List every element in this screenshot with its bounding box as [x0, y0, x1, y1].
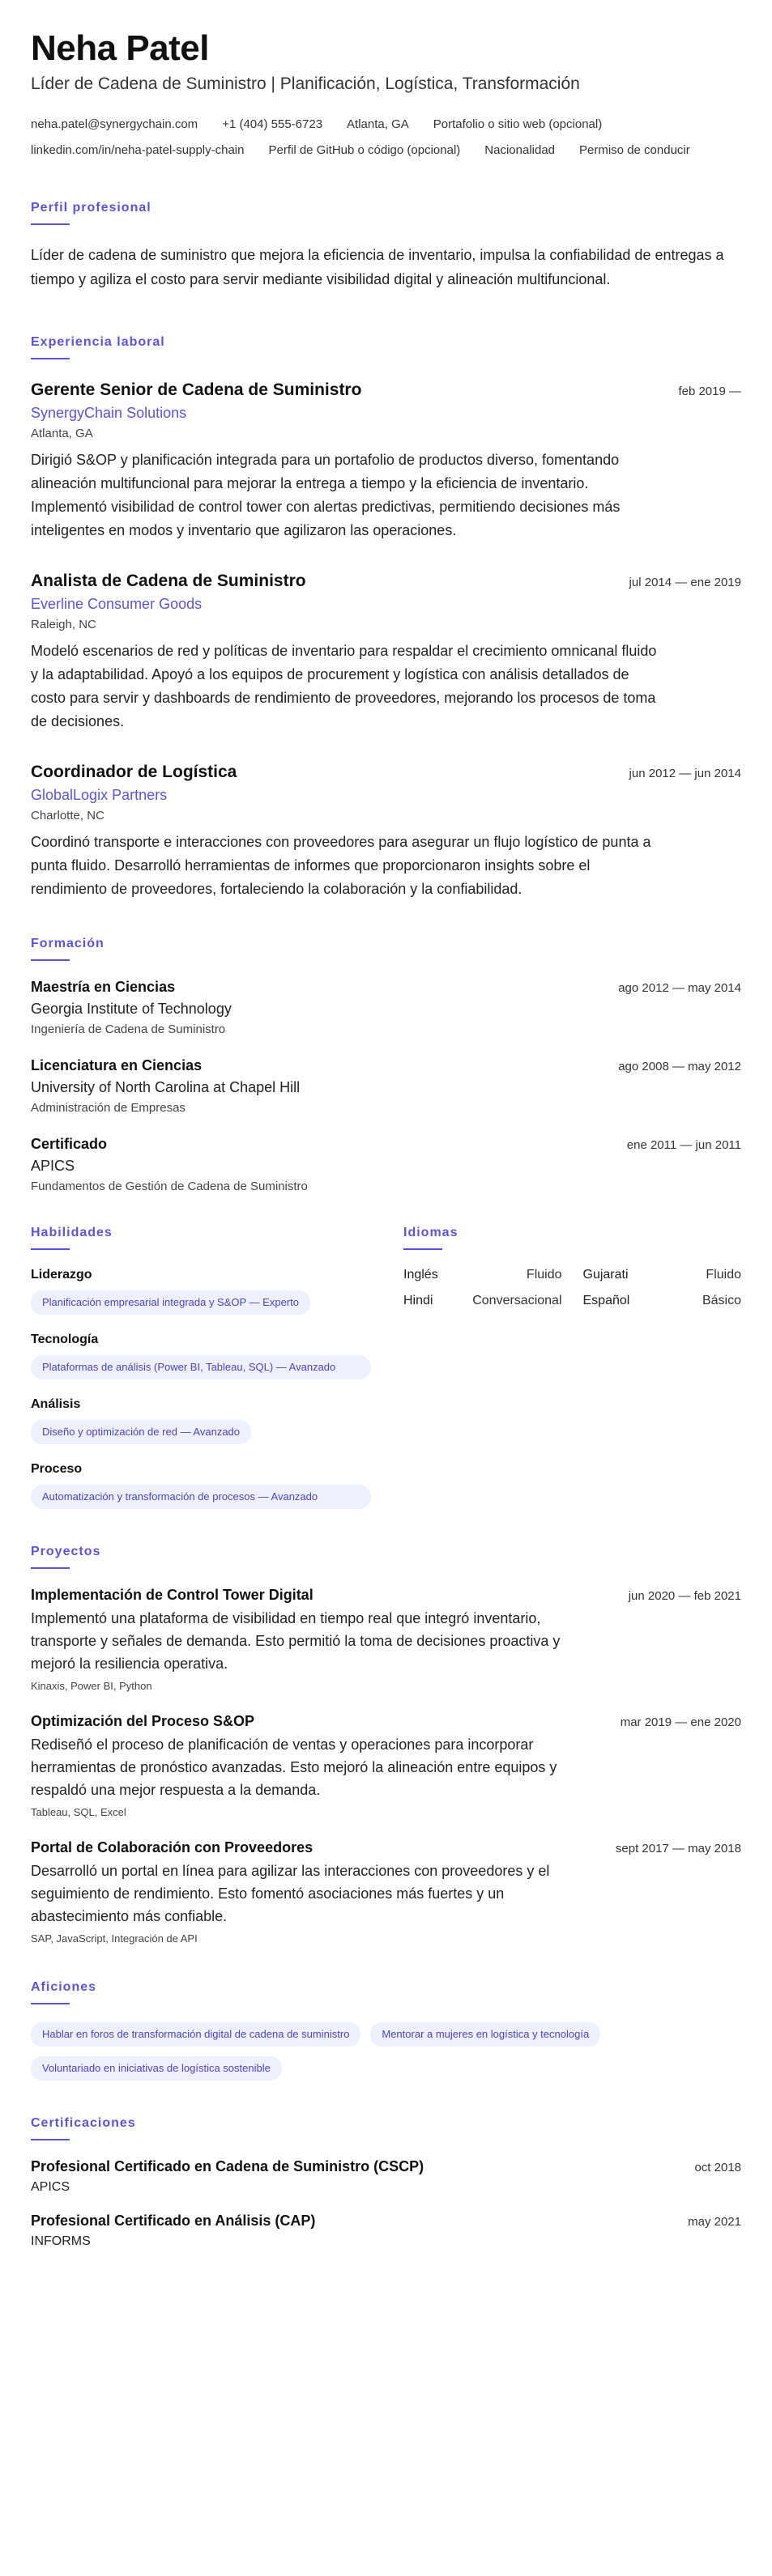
- summary-text: Líder de cadena de suministro que mejora la eficiencia de inventario, impulsa la confiabilidad de entregas a tiempo y agiliza el costo para servir mediante visibilidad digital y alineación multifuncional.: [31, 247, 724, 288]
- institution: APICS: [31, 1158, 75, 1175]
- section-divider: [31, 959, 70, 961]
- project-date: mar 2019 — ene 2020: [620, 1715, 741, 1730]
- language-level: Básico: [702, 1294, 741, 1308]
- resume-header: [31, 29, 741, 160]
- language-name: Inglés: [403, 1268, 438, 1282]
- contact-website[interactable]: Portafolio o sitio web (opcional): [433, 117, 603, 132]
- contact-location: Atlanta, GA: [347, 117, 409, 132]
- certifications-section: [31, 2116, 741, 2249]
- certification-date: may 2021: [688, 2215, 741, 2230]
- language-level: Fluido: [706, 1268, 741, 1282]
- certification-name: Profesional Certificado en Análisis (CAP): [31, 2213, 316, 2230]
- field-of-study: Ingeniería de Cadena de Suministro: [31, 1022, 226, 1037]
- section-divider: [31, 1248, 70, 1250]
- company-name: Everline Consumer Goods: [31, 596, 203, 613]
- language-name: Gujarati: [582, 1268, 629, 1282]
- skill-tag: Automatización y transformación de procesos — Avanzado: [31, 1485, 371, 1509]
- skill-category: Tecnología: [31, 1333, 99, 1347]
- project-date: sept 2017 — may 2018: [615, 1842, 741, 1856]
- project-name: Implementación de Control Tower Digital: [31, 1587, 313, 1604]
- section-divider: [31, 2139, 70, 2140]
- language-item: [583, 1294, 742, 1308]
- section-title: Formación: [31, 937, 104, 951]
- languages-section: [403, 1226, 741, 1509]
- project-name: Optimización del Proceso S&OP: [31, 1713, 255, 1730]
- section-title: Habilidades: [31, 1226, 113, 1240]
- project-tech: SAP, JavaScript, Integración de API: [31, 1932, 198, 1945]
- project-tech: Tableau, SQL, Excel: [31, 1806, 126, 1819]
- education-item: [31, 1057, 741, 1115]
- section-divider: [403, 1248, 442, 1250]
- section-title: Perfil profesional: [31, 201, 151, 215]
- summary-section: [31, 201, 741, 291]
- job-title: Analista de Cadena de Suministro: [31, 572, 306, 591]
- skill-category: Análisis: [31, 1397, 81, 1412]
- field-of-study: Fundamentos de Gestión de Cadena de Suministro: [31, 1180, 308, 1194]
- language-level: Fluido: [526, 1268, 562, 1282]
- skill-group: [31, 1397, 371, 1444]
- job-date: jun 2012 — jun 2014: [629, 767, 741, 781]
- project-item: [31, 1587, 741, 1692]
- section-title: Aficiones: [31, 1980, 97, 1995]
- education-item: [31, 979, 741, 1036]
- institution: University of North Carolina at Chapel Hill: [31, 1079, 301, 1096]
- degree: Licenciatura en Ciencias: [31, 1057, 203, 1074]
- contact-nationality: Nacionalidad: [484, 143, 556, 158]
- experience-section: [31, 335, 741, 901]
- language-name: Español: [582, 1294, 630, 1308]
- section-title: Idiomas: [403, 1226, 459, 1240]
- certification-name: Profesional Certificado en Cadena de Suministro (CSCP): [31, 2158, 424, 2175]
- contact-linkedin[interactable]: linkedin.com/in/neha-patel-supply-chain: [31, 143, 245, 158]
- job-title: Gerente Senior de Cadena de Suministro: [31, 380, 362, 400]
- job-description: Dirigió S&OP y planificación integrada para un portafolio de productos diverso, fomentando alineación multifuncional para mejorar la entrega a tiempo y la eficiencia de inventario. Implementó visibilidad de control tower con alertas predictivas, permitiendo decisiones más inteligentes en modos y inventario que agilizaron las operaciones.: [31, 452, 621, 539]
- job-date: feb 2019 —: [678, 385, 741, 399]
- contact-phone[interactable]: +1 (404) 555-6723: [222, 117, 323, 132]
- project-item: [31, 1839, 741, 1945]
- project-date: jun 2020 — feb 2021: [628, 1589, 741, 1604]
- language-level: Conversacional: [472, 1294, 562, 1308]
- skill-group: [31, 1268, 371, 1315]
- project-name: Portal de Colaboración con Proveedores: [31, 1839, 313, 1856]
- interest-tag: Hablar en foros de transformación digital de cadena de suministro: [31, 2022, 360, 2047]
- project-tech: Kinaxis, Power BI, Python: [31, 1680, 152, 1693]
- skill-group: [31, 1462, 371, 1509]
- language-item: [583, 1268, 742, 1282]
- company-name: SynergyChain Solutions: [31, 405, 187, 422]
- job-location: Raleigh, NC: [31, 618, 96, 632]
- experience-item: [31, 380, 741, 542]
- job-date: jul 2014 — ene 2019: [629, 576, 741, 590]
- contact-github[interactable]: Perfil de GitHub o código (opcional): [268, 143, 461, 158]
- section-title: Certificaciones: [31, 2116, 136, 2131]
- job-description: Modeló escenarios de red y políticas de inventario para respaldar el crecimiento omnicanal fluido y la adaptabilidad. Apoyó a los equipos de procurement y logística con análisis detallados de costo para servir y dashboards de rendimiento de proveedores, mejorando los procesos de toma de decisiones.: [31, 643, 657, 730]
- project-description: Rediseñó el proceso de planificación de ventas y operaciones para incorporar herramientas de pronóstico avanzadas. Esto mejoró la alineación entre equipos y respaldó una mejor respuesta a la demanda.: [31, 1736, 557, 1799]
- skill-tag: Plataformas de análisis (Power BI, Tableau, SQL) — Avanzado: [31, 1355, 371, 1379]
- job-description: Coordinó transporte e interacciones con proveedores para asegurar un flujo logístico de punta a punta fluido. Desarrolló herramientas de informes que proporcionaron insights sobre el rendimiento de proveedores, fortaleciendo la colaboración y la confiabilidad.: [31, 834, 651, 898]
- experience-item: [31, 763, 741, 901]
- contact-list: [31, 115, 695, 160]
- certification-item: [31, 2158, 741, 2195]
- project-description: Implementó una plataforma de visibilidad en tiempo real que integró inventario, transporte y señales de demanda. Esto permitió la toma de decisiones proactiva y mejoró la resiliencia operativa.: [31, 1610, 561, 1673]
- institution: Georgia Institute of Technology: [31, 1001, 232, 1018]
- section-divider: [31, 223, 70, 225]
- interest-list: [31, 2022, 727, 2081]
- contact-driving-license: Permiso de conducir: [579, 143, 690, 158]
- section-title: Proyectos: [31, 1545, 101, 1559]
- company-name: GlobalLogix Partners: [31, 787, 168, 804]
- contact-email[interactable]: neha.patel@synergychain.com: [31, 117, 198, 132]
- skill-category: Liderazgo: [31, 1268, 92, 1282]
- education-date: ene 2011 — jun 2011: [626, 1138, 741, 1153]
- education-date: ago 2008 — may 2012: [618, 1060, 741, 1074]
- job-title: Coordinador de Logística: [31, 763, 237, 782]
- skills-section: [31, 1226, 371, 1509]
- skill-tag: Planificación empresarial integrada y S&OP — Experto: [31, 1290, 310, 1315]
- projects-section: [31, 1545, 741, 1945]
- candidate-headline: Líder de Cadena de Suministro | Planificación, Logística, Transformación: [31, 74, 580, 94]
- certification-issuer: INFORMS: [31, 2234, 91, 2249]
- education-section: [31, 937, 741, 1193]
- degree: Certificado: [31, 1136, 108, 1153]
- language-item: [403, 1268, 562, 1282]
- experience-item: [31, 572, 741, 733]
- section-divider: [31, 358, 70, 359]
- certification-item: [31, 2213, 741, 2249]
- section-title: Experiencia laboral: [31, 335, 165, 350]
- education-item: [31, 1136, 741, 1193]
- interests-section: [31, 1980, 741, 2081]
- job-location: Charlotte, NC: [31, 809, 104, 823]
- skills-languages-row: [31, 1226, 741, 1509]
- degree: Maestría en Ciencias: [31, 979, 176, 996]
- project-description: Desarrolló un portal en línea para agilizar las interacciones con proveedores y el seguimiento de rendimiento. Esto fomentó asociaciones más fuertes y un abastecimiento más confiable.: [31, 1863, 550, 1925]
- job-location: Atlanta, GA: [31, 427, 93, 441]
- project-item: [31, 1713, 741, 1818]
- certification-date: oct 2018: [694, 2161, 741, 2175]
- language-name: Hindi: [403, 1294, 433, 1308]
- education-date: ago 2012 — may 2014: [618, 981, 741, 996]
- interest-tag: Mentorar a mujeres en logística y tecnología: [370, 2022, 600, 2047]
- certification-issuer: APICS: [31, 2180, 70, 2195]
- candidate-name: Neha Patel: [31, 28, 209, 68]
- section-divider: [31, 2003, 70, 2004]
- language-list: [403, 1268, 741, 1308]
- skill-category: Proceso: [31, 1462, 83, 1477]
- skill-tag: Diseño y optimización de red — Avanzado: [31, 1420, 251, 1444]
- interest-tag: Voluntariado en iniciativas de logística sostenible: [31, 2056, 282, 2081]
- language-item: [403, 1294, 562, 1308]
- skill-group: [31, 1333, 371, 1379]
- field-of-study: Administración de Empresas: [31, 1101, 186, 1116]
- section-divider: [31, 1567, 70, 1569]
